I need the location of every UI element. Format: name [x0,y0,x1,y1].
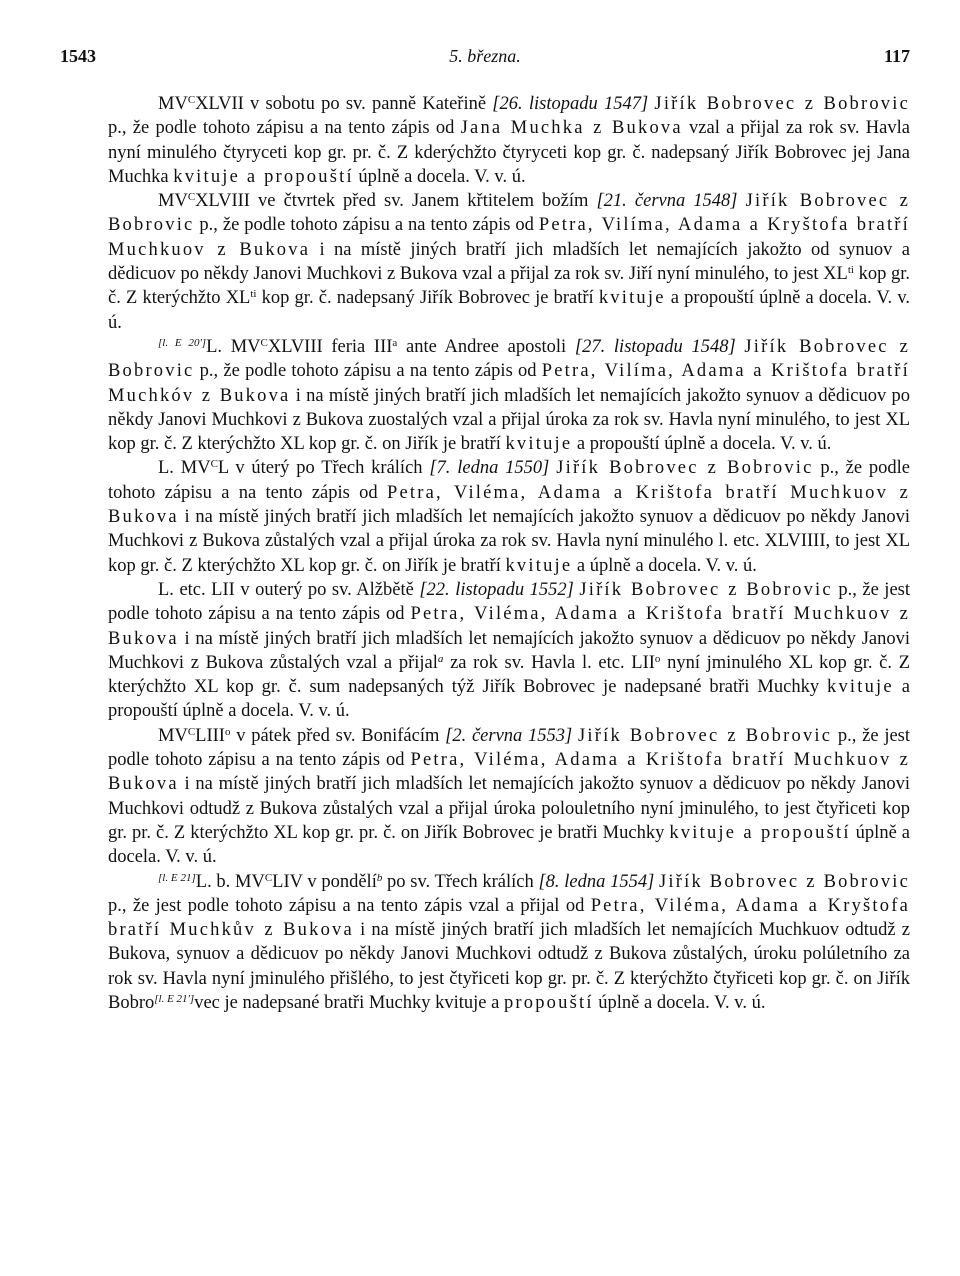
text-run: p., že jest podle tohoto zápisu a na tento zápis od [108,725,911,771]
spaced-text: Jiřík Bobrovec z Bobrovic [579,579,833,600]
entry-paragraph [108,456,910,577]
text-run: L. etc. LII v outerý po sv. Alžbětě [158,579,420,600]
text-run: v pátek před sv. Bonifácím [230,725,446,746]
spaced-text: Petra, Vilíma, Adama a Krištofa bratří Muchkóv z Bukova [108,361,910,406]
folio-reference: [l. E 21] [158,871,196,884]
superscript: ti [847,264,854,277]
entry-paragraph [108,189,910,335]
page-number: 117 [883,46,910,66]
spaced-text: Jana Muchka z Bukova [460,118,683,139]
text-run: p., že podle tohoto zápisu a na tento zápis od [108,458,911,503]
superscript: o [224,725,231,738]
entry-paragraph [108,870,910,1016]
date-annotation: [22. listopadu 1552] [419,579,574,600]
entry-paragraph [108,724,910,870]
text-run: po sv. Třech králích [382,871,539,892]
spaced-text: kvituje a propouští [669,822,851,843]
folio-reference: [l. E 20'] [158,336,207,349]
text-run: i na místě jiných bratří jich mladších let nemajících jakožto synuov a dědicuov po někdy Janovi Muchkovi z Bukova zůstalých vzal a přijal [108,628,910,673]
text-run: úplně a docela. V. v. ú. [108,822,911,868]
text-run: i na místě jiných bratří jich mladších let nemajících Muchkuov odtudž z Bukova, synuov a dědicuov po někdy Janovi Muchkovi odtudž z Bukova zůstalých, úroku polúletního za rok sv. Havla nyní jminulého přišlého, to jest čtyřiceti kop gr. pr. č. Z kterýchžto čtyřiceti kop gr. č. on Jiřík Bobro [108,920,910,1013]
text-run: vzal a přijal za rok sv. Havla nyní minulého čtyryceti kop gr. pr. č. Z kderýchžto čtyryceti kop gr. č. nadepsaný Jiřík Bobrovec jej Jana Muchka [108,118,910,187]
spaced-text: Petra, Viléma, Adama a Krištofa bratří Muchkuov z Bukova [108,750,910,795]
entry-paragraph [108,92,910,189]
text-run: MV [158,94,188,114]
spaced-text: Jiřík Bobrovec z Bobrovic [108,336,910,382]
date-annotation: [26. listopadu 1547] [492,94,649,114]
folio-reference: [l. E 21'] [154,992,195,1005]
page-header [60,46,910,76]
text-run: i na místě jiných bratří jich mladších let nemajících jakožto od synuov a dědicuov po někdy Janovi Muchkovi z Bukova vzal a přijal za rok sv. Jiří nyní minulého, to jest XL [108,239,910,285]
text-run: XLVIII feria III [267,336,393,357]
text-run: MV [158,191,188,212]
superscript: b [376,871,383,884]
text-run: MV [158,725,188,746]
text-run: L v úterý po Třech králích [217,458,430,479]
date-annotation: [7. ledna 1550] [429,458,550,479]
date-annotation: [2. června 1553] [445,725,573,746]
spaced-text: Jiřík Bobrovec z Bobrovic [556,458,814,479]
spaced-text: kvituje a propouští [173,166,354,187]
spaced-text: kvituje [827,677,894,698]
superscript: C [187,725,196,738]
text-run: úplně a docela. V. v. ú. [593,992,766,1013]
spaced-text: kvituje [598,288,666,309]
text-run: p., že jest podle tohoto zápisu a na tento zápis od [108,579,910,625]
date-annotation: [27. listopadu 1548] [574,336,736,357]
text-run: kop gr. č. Z kterýchžto XL [108,264,911,309]
superscript: C [210,458,218,471]
text-run: p., že podle tohoto zápisu a na tento zápis od [194,215,539,236]
spaced-text: Jiřík Bobrovec z Bobrovic [654,94,911,114]
spaced-text: kvituje [505,434,573,455]
text-run: LIV v pondělí [272,871,377,892]
text-run: L. MV [206,336,261,357]
superscript: C [260,336,268,349]
text-run: i na místě jiných bratří jich mladších let nemajících jakožto synuov a dědicuov po někdy Janovi Muchkovi z Bukova zůstalých vzal a přijal úroka za rok sv. Havla nyní minulého l. etc. XLVIIII, to jest XL kop gr. č. Z kterýchžto XL kop gr. č. on Jiřík je bratří [108,507,910,576]
text-run: ante Andree apostoli [397,336,575,357]
spaced-text: Jiřík Bobrovec z Bobrovic [659,871,911,892]
spaced-text: Jiřík Bobrovec z Bobrovic [578,725,833,746]
spaced-text: Petra, Viléma, Adama a Krištofa bratří Muchkuov z Bukova [108,482,910,528]
text-run: a propouští úplně a docela. V. v. ú. [108,288,910,333]
text-run: XLVIII ve čtvrtek před sv. Janem křtitelem božím [195,191,597,212]
date-annotation: [21. června 1548] [596,191,738,212]
header-date: 5. března. [449,46,521,66]
text-run: p., že podle tohoto zápisu a na tento zápis od [194,361,542,382]
entry-paragraph [108,335,910,456]
text-run: a úplně a docela. V. v. ú. [572,555,757,576]
text-run: za rok sv. Havla l. etc. LII [443,652,655,673]
text-run: kop gr. č. nadepsaný Jiřík Bobrovec je bratří [256,288,599,309]
superscript: C [264,871,273,884]
spaced-text: Petra, Viléma, Adama a Krištofa bratří Muchkuov z Bukova [108,604,910,649]
text-run: a propouští úplně a docela. V. v. ú. [108,677,910,722]
superscript: a [392,336,398,349]
text-run: a propouští úplně a docela. V. v. ú. [572,434,832,455]
superscript: o [654,652,661,665]
spaced-text: propouští [503,992,594,1013]
text-run: p., že jest podle tohoto zápisu a na tento zápis vzal a přijal od [108,895,591,916]
spaced-text: kvituje [505,555,573,576]
spaced-text: Petra, Viléma, Adama a Kryštofa bratří Muchkův z Bukova [108,895,910,941]
text-run: úplně a docela. V. v. ú. [353,166,526,187]
date-annotation: [8. ledna 1554] [538,871,655,892]
text-run [738,191,746,211]
text-run: L. MV [158,458,211,479]
superscript: C [187,191,196,204]
superscript: C [187,93,196,106]
text-run: XLVII v sobotu po sv. panně Kateřině [195,94,493,114]
text-run: LIII [195,725,225,746]
text-run: nyní jminulého XL kop gr. č. Z kterýchžto XL kop gr. č. sum nadepsaných týž Jiřík Bobrovec je nadepsané bratři Muchky [108,652,910,698]
text-run: vec je nadepsané bratři Muchky kvituje a [194,992,504,1013]
text-run: p., že podle tohoto zápisu a na tento zápis od [108,118,461,139]
spaced-text: Jiřík Bobrovec z Bobrovic [108,191,910,236]
superscript: ti [250,288,257,301]
spaced-text: Petra, Vilíma, Adama a Kryštofa bratří Muchkuov z Bukova [108,215,910,260]
entry-paragraph [108,578,910,724]
text-run: i na místě jiných bratří jich mladších let nemajících jakožto synuov a dědicuov po někdy Janovi Muchkovi odtudž z Bukova zůstalých vzal a přijal úroka polouletního nyní jminulého, to jest čtyřiceti kop gr. pr. č. Z kterýchžto XL kop gr. pr. č. on Jiřík Bobrovec je bratři Muchky [108,774,910,843]
superscript: a [437,652,444,665]
document-body [108,92,910,1015]
header-year: 1543 [60,46,96,66]
text-run: L. b. MV [195,871,265,892]
text-run: i na místě jiných bratří jich mladších let nemajících jakožto synuov a dědicuov po někdy Janovi Muchkovi z Bukova zuostalých vzal a přijal úroka za rok sv. Havla nyní minulého, to jest XL kop gr. č. Z kterýchžto XL kop gr. č. on Jiřík je bratří [108,385,911,455]
